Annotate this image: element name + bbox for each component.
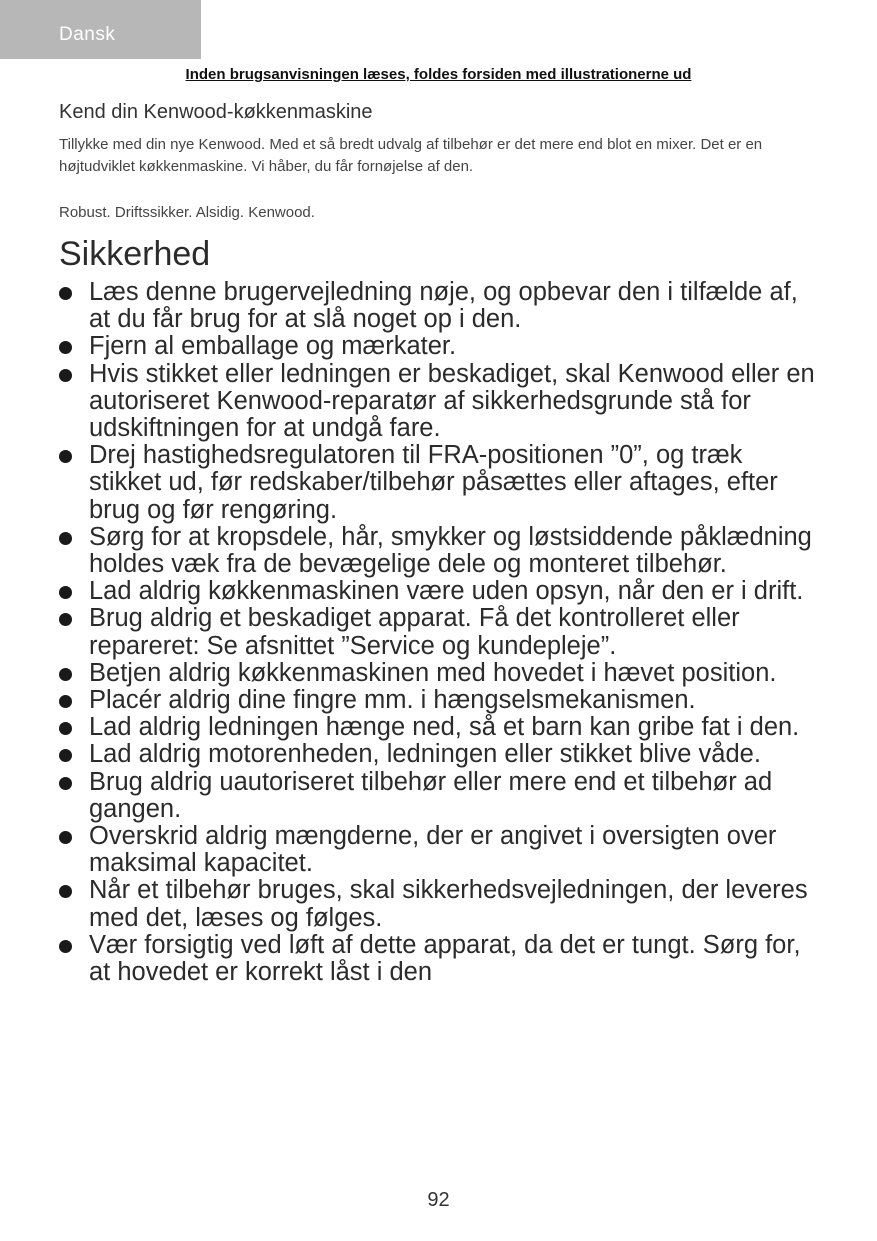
bullet-icon xyxy=(59,722,72,735)
safety-item xyxy=(59,932,819,986)
safety-item-text: Placér aldrig dine fingre mm. i hængselsmekanismen. xyxy=(89,686,696,715)
safety-section-title: Sikkerhed xyxy=(59,235,211,273)
bullet-icon xyxy=(59,369,72,382)
safety-item-text: Overskrid aldrig mængderne, der er angivet i oversigten over maksimal kapacitet. xyxy=(89,822,777,878)
safety-list xyxy=(59,279,819,986)
bullet-icon xyxy=(59,885,72,898)
bullet-icon xyxy=(59,695,72,708)
safety-item xyxy=(59,361,819,443)
fold-out-notice: Inden brugsanvisningen læses, foldes forsiden med illustrationerne ud xyxy=(185,66,692,83)
safety-item xyxy=(59,823,819,877)
bullet-icon xyxy=(59,831,72,844)
safety-item xyxy=(59,687,819,714)
intro-heading: Kend din Kenwood-køkkenmaskine xyxy=(59,101,373,123)
bullet-icon xyxy=(59,668,72,681)
bullet-icon xyxy=(59,777,72,790)
safety-item xyxy=(59,605,819,659)
safety-item xyxy=(59,524,819,578)
intro-paragraph: Tillykke med din nye Kenwood. Med et så bredt udvalg af tilbehør er det mere end blot en mixer. Det er en højtudviklet køkkenmaskine. Vi håber, du får fornøjelse af den. xyxy=(59,136,763,175)
bullet-icon xyxy=(59,749,72,762)
bullet-icon xyxy=(59,940,72,953)
safety-item-text: Lad aldrig køkkenmaskinen være uden opsyn, når den er i drift. xyxy=(89,577,804,606)
safety-item-text: Hvis stikket eller ledningen er beskadiget, skal Kenwood eller en autoriseret Kenwood-reparatør af sikkerhedsgrunde stå for udskiftningen for at undgå fare. xyxy=(89,359,815,443)
safety-item xyxy=(59,877,819,931)
language-tab xyxy=(0,0,201,59)
safety-item xyxy=(59,714,819,741)
bullet-icon xyxy=(59,613,72,626)
safety-item-text: Brug aldrig uautoriseret tilbehør eller mere end et tilbehør ad gangen. xyxy=(89,767,773,823)
safety-item xyxy=(59,442,819,524)
safety-item xyxy=(59,279,819,333)
safety-item-text: Drej hastighedsregulatoren til FRA-positionen ”0”, og træk stikket ud, før redskaber/tilbehør påsættes eller aftages, efter brug og før rengøring. xyxy=(89,441,778,524)
bullet-icon xyxy=(59,341,72,354)
safety-item xyxy=(59,741,819,768)
bullet-icon xyxy=(59,287,72,300)
bullet-icon xyxy=(59,532,72,545)
language-label: Dansk xyxy=(59,24,116,45)
safety-item-text: Læs denne brugervejledning nøje, og opbevar den i tilfælde af, at du får brug for at slå noget op i den. xyxy=(89,278,798,334)
safety-item xyxy=(59,578,819,605)
safety-item xyxy=(59,333,819,360)
safety-item-text: Sørg for at kropsdele, hår, smykker og løstsiddende påklædning holdes væk fra de bevægelige dele og monteret tilbehør. xyxy=(89,522,812,579)
safety-item-text: Når et tilbehør bruges, skal sikkerhedsvejledningen, der leveres med det, læses og følges. xyxy=(89,876,808,932)
page-number: 92 xyxy=(427,1189,450,1211)
safety-item xyxy=(59,769,819,823)
safety-item-text: Vær forsigtig ved løft af dette apparat, da det er tungt. Sørg for, at hovedet er korrekt låst i den xyxy=(89,930,801,987)
safety-item-text: Lad aldrig motorenheden, ledningen eller stikket blive våde. xyxy=(89,740,761,769)
bullet-icon xyxy=(59,450,72,463)
safety-item-text: Brug aldrig et beskadiget apparat. Få det kontrolleret eller repareret: Se afsnittet ”Service og kundepleje”. xyxy=(89,604,740,660)
safety-item xyxy=(59,660,819,687)
safety-item-text: Fjern al emballage og mærkater. xyxy=(89,332,457,361)
intro-tagline: Robust. Driftssikker. Alsidig. Kenwood. xyxy=(59,204,315,221)
bullet-icon xyxy=(59,586,72,599)
safety-item-text: Betjen aldrig køkkenmaskinen med hovedet i hævet position. xyxy=(89,658,777,687)
safety-item-text: Lad aldrig ledningen hænge ned, så et barn kan gribe fat i den. xyxy=(89,713,800,742)
